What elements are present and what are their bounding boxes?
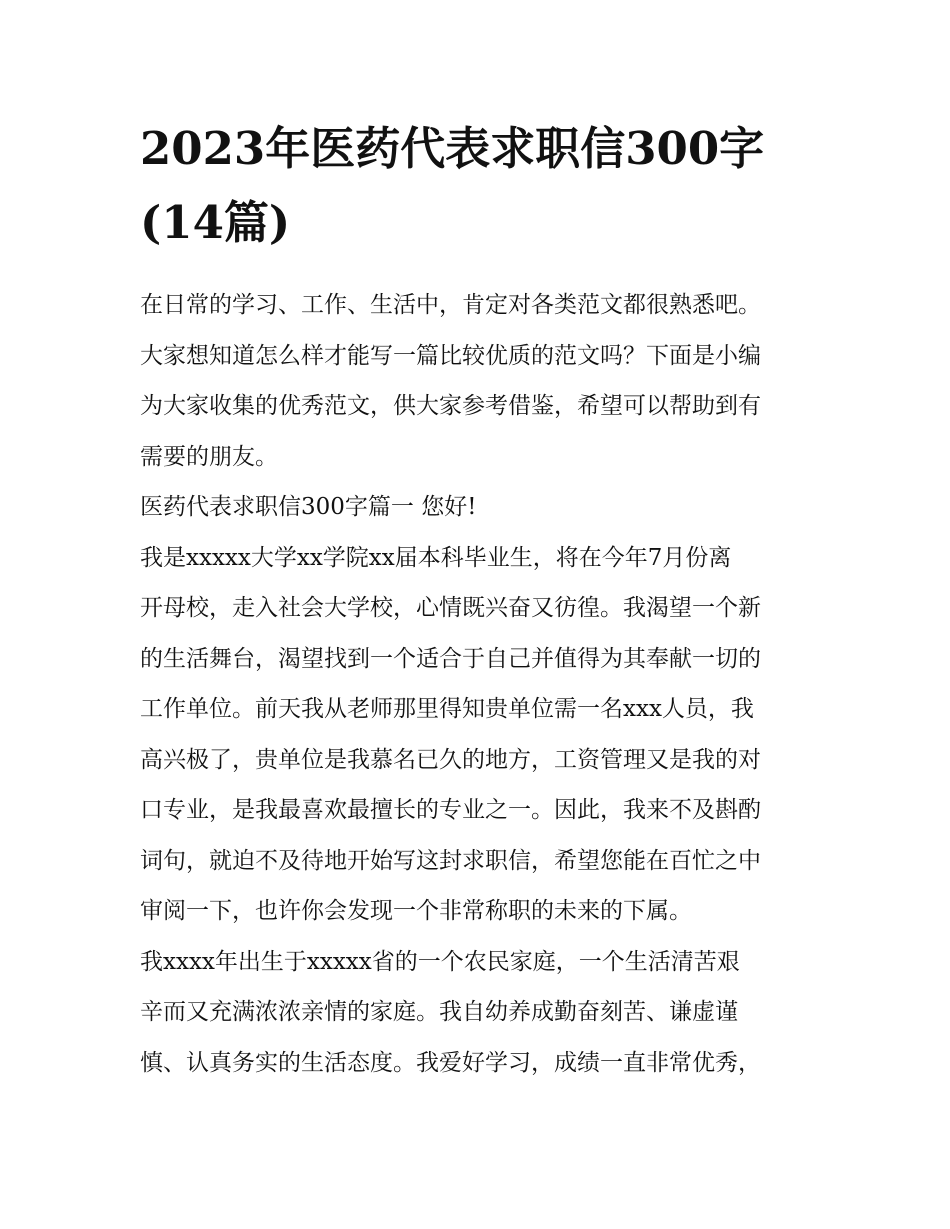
body-line: 在日常的学习、工作、生活中，肯定对各类范文都很熟悉吧。 [140,292,761,318]
body-line: 口专业，是我最喜欢最擅长的专业之一。因此，我来不及斟酌 [140,797,761,823]
body-line: 辛而又充满浓浓亲情的家庭。我自幼养成勤奋刻苦、谦虚谨 [140,999,738,1025]
body-line: 词句，就迫不及待地开始写这封求职信，希望您能在百忙之中 [140,847,761,874]
section-heading-line: 医药代表求职信300字篇一 您好! [140,494,477,520]
body-line: 工作单位。前天我从老师那里得知贵单位需一名xxx人员，我 [140,696,754,722]
body-line: 我xxxx年出生于xxxxx省的一个农民家庭，一个生活清苦艰 [140,948,740,975]
body-line: 审阅一下，也许你会发现一个非常称职的未来的下属。 [140,898,692,924]
body-line: 高兴极了，贵单位是我慕名已久的地方，工资管理又是我的对 [140,746,761,773]
body-line: 开母校，走入社会大学校，心情既兴奋又彷徨。我渴望一个新 [140,595,761,621]
title-line-2: (14篇) [140,196,291,249]
body-line: 大家想知道怎么样才能写一篇比较优质的范文吗？下面是小编 [140,342,761,369]
body-line: 的生活舞台，渴望找到一个适合于自己并值得为其奉献一切的 [140,645,761,672]
body-line: 我是xxxxx大学xx学院xx届本科毕业生，将在今年7月份离 [140,544,732,571]
document-title [140,112,820,260]
body-line: 为大家收集的优秀范文，供大家参考借鉴，希望可以帮助到有 [140,393,761,419]
title-line-1: 2023年医药代表求职信300字 [140,122,765,175]
document-body [140,280,820,1088]
body-line: 需要的朋友。 [140,443,278,470]
body-line: 慎、认真务实的生活态度。我爱好学习，成绩一直非常优秀， [140,1049,761,1076]
